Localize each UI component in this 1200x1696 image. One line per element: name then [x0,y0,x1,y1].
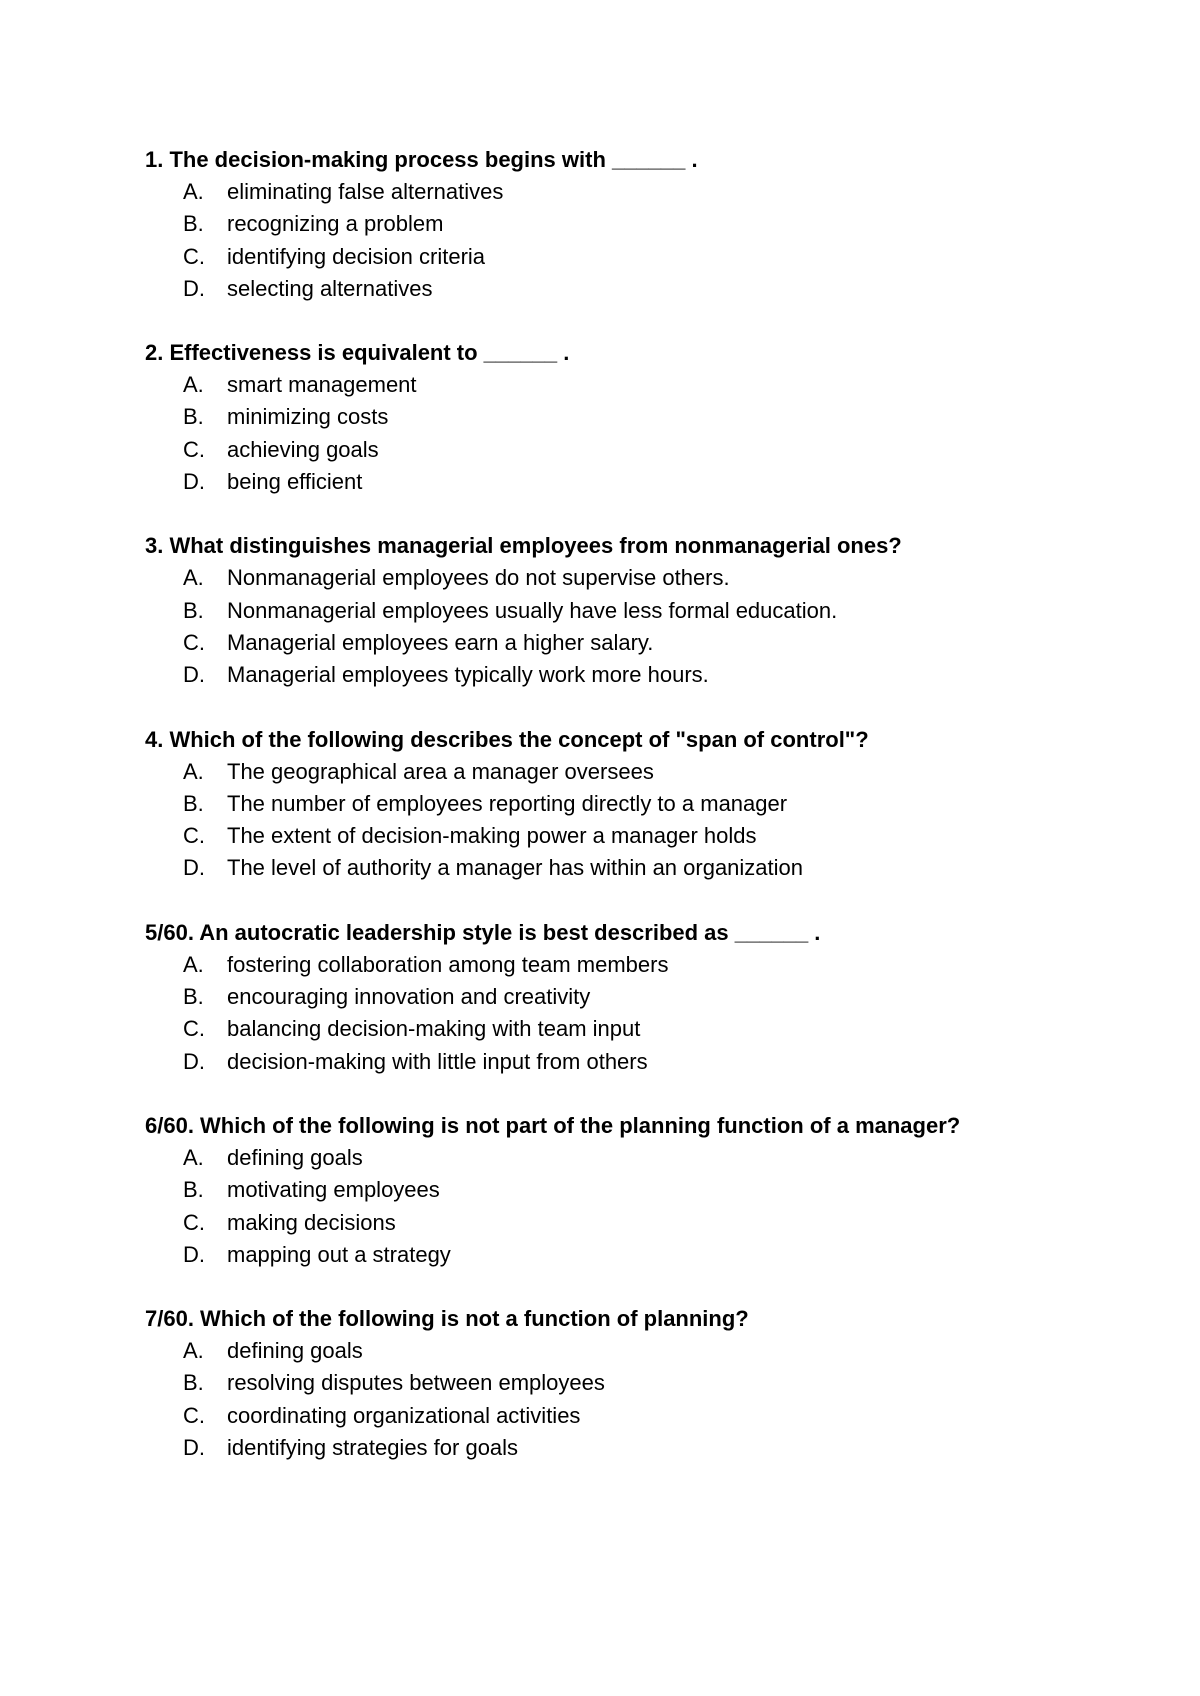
option-text: motivating employees [227,1177,440,1203]
option-c [145,434,1105,466]
option-text: smart management [227,372,417,398]
option-text: balancing decision-making with team input [227,1016,641,1042]
option-text: mapping out a strategy [227,1241,451,1267]
option-text: identifying decision criteria [227,243,486,269]
option-text: minimizing costs [227,404,389,430]
option-text: The extent of decision-making power a manager holds [227,823,757,849]
question-7 [145,1303,1105,1464]
option-letter: D. [183,1435,205,1461]
option-list [145,949,1105,1078]
option-text: Managerial employees typically work more hours. [227,662,709,688]
option-letter: A. [183,565,204,591]
option-text: selecting alternatives [227,275,433,301]
option-b [145,1367,1105,1399]
option-text: Nonmanagerial employees usually have less formal education. [227,597,838,623]
option-letter: B. [183,1370,204,1396]
option-list [145,176,1105,305]
option-a [145,756,1105,788]
question-4 [145,724,1105,885]
question-3 [145,530,1105,691]
option-text: recognizing a problem [227,211,444,237]
option-text: resolving disputes between employees [227,1370,605,1396]
option-text: The geographical area a manager oversees [227,758,654,784]
option-a [145,1335,1105,1367]
option-list [145,756,1105,885]
option-b [145,401,1105,433]
option-text: The level of authority a manager has within an organization [227,855,804,881]
option-b [145,595,1105,627]
option-d [145,273,1105,305]
question-stem: 4. Which of the following describes the concept of "span of control"? [145,726,869,752]
option-text: being efficient [227,469,363,495]
question-5 [145,917,1105,1078]
option-a [145,176,1105,208]
option-letter: B. [183,790,204,816]
option-letter: D. [183,469,205,495]
option-b [145,1174,1105,1206]
option-letter: D. [183,1241,205,1267]
question-stem: 5/60. An autocratic leadership style is best described as ______ . [145,919,821,945]
option-c [145,1400,1105,1432]
option-list [145,1335,1105,1464]
option-letter: A. [183,1144,204,1170]
option-letter: A. [183,1338,204,1364]
option-d [145,1046,1105,1078]
option-text: fostering collaboration among team members [227,951,669,977]
option-b [145,981,1105,1013]
question-stem: 2. Effectiveness is equivalent to ______ . [145,340,570,366]
question-6 [145,1110,1105,1271]
option-letter: A. [183,951,204,977]
option-letter: D. [183,662,205,688]
option-letter: D. [183,1048,205,1074]
option-letter: C. [183,1016,205,1042]
option-text: making decisions [227,1209,396,1235]
option-letter: C. [183,823,205,849]
option-text: encouraging innovation and creativity [227,984,591,1010]
option-a [145,369,1105,401]
option-d [145,1432,1105,1464]
option-text: Nonmanagerial employees do not supervise others. [227,565,730,591]
option-c [145,1013,1105,1045]
option-c [145,820,1105,852]
option-c [145,627,1105,659]
option-text: defining goals [227,1338,363,1364]
option-letter: C. [183,629,205,655]
option-text: eliminating false alternatives [227,179,504,204]
question-2 [145,337,1105,498]
option-letter: C. [183,243,205,269]
option-text: The number of employees reporting directly to a manager [227,790,788,816]
option-letter: A. [183,372,204,398]
option-list [145,562,1105,691]
option-text: defining goals [227,1144,363,1170]
option-letter: C. [183,1209,205,1235]
option-c [145,241,1105,273]
option-a [145,949,1105,981]
option-b [145,788,1105,820]
option-letter: C. [183,1402,205,1428]
option-a [145,1142,1105,1174]
option-letter: A. [183,179,204,204]
option-text: coordinating organizational activities [227,1402,581,1428]
option-letter: B. [183,211,204,237]
option-letter: D. [183,855,205,881]
option-letter: B. [183,404,204,430]
option-d [145,1239,1105,1271]
question-stem: 6/60. Which of the following is not part of the planning function of a manager? [145,1112,961,1138]
option-letter: B. [183,597,204,623]
option-d [145,852,1105,884]
option-text: identifying strategies for goals [227,1435,519,1461]
question-list [145,144,1105,1496]
option-letter: D. [183,275,205,301]
option-b [145,208,1105,240]
question-1 [145,144,1105,305]
option-list [145,369,1105,498]
option-letter: B. [183,1177,204,1203]
option-text: decision-making with little input from others [227,1048,648,1074]
option-d [145,466,1105,498]
question-stem: 3. What distinguishes managerial employees from nonmanagerial ones? [145,533,902,559]
option-a [145,562,1105,594]
question-stem: 1. The decision-making process begins with ______ . [145,147,698,172]
option-list [145,1142,1105,1271]
option-letter: A. [183,758,204,784]
question-stem: 7/60. Which of the following is not a function of planning? [145,1306,749,1332]
option-text: Managerial employees earn a higher salary. [227,629,654,655]
option-text: achieving goals [227,436,379,462]
option-letter: B. [183,984,204,1010]
option-c [145,1207,1105,1239]
option-letter: C. [183,436,205,462]
option-d [145,659,1105,691]
